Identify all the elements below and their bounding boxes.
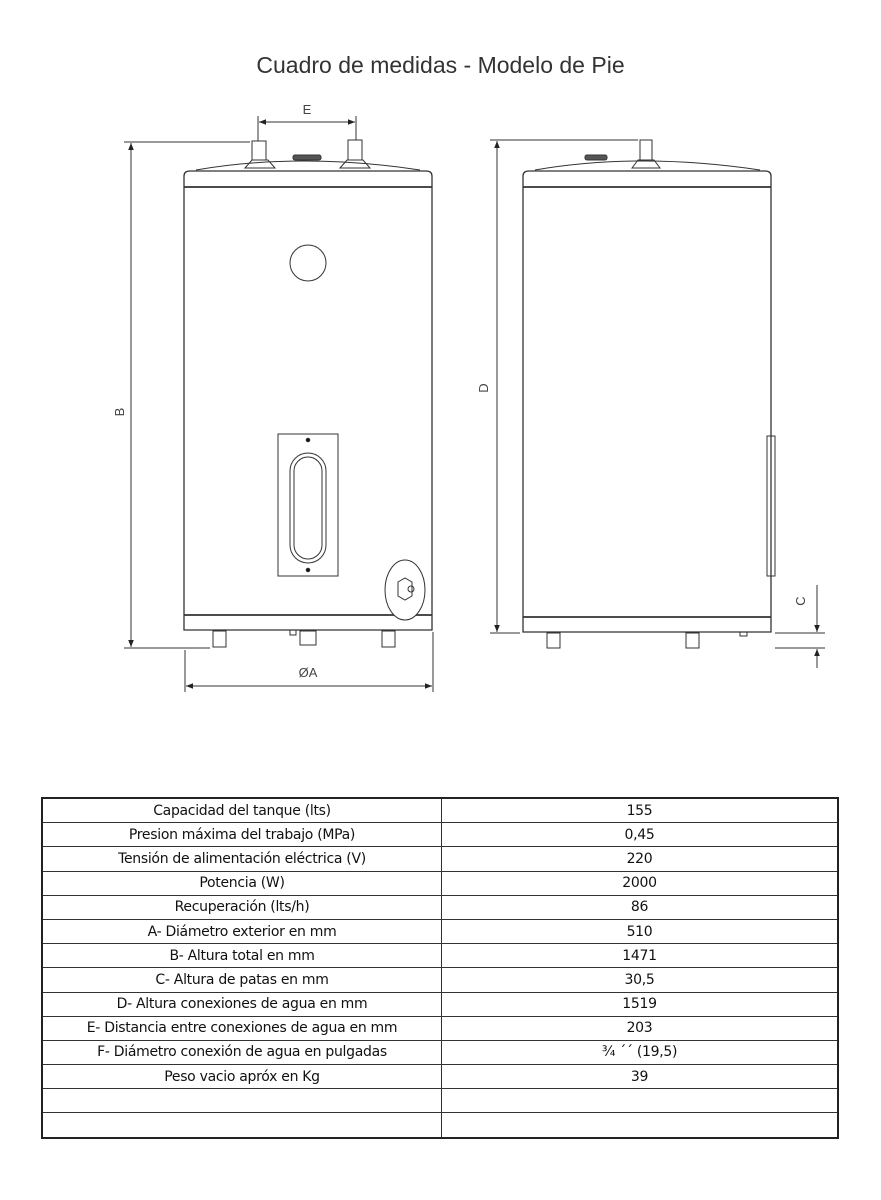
dimension-label-c: C [793, 596, 808, 606]
dimension-label-d: D [476, 383, 491, 393]
spec-label [42, 1089, 442, 1113]
spec-value: 155 [442, 798, 839, 823]
spec-label: E- Distancia entre conexiones de agua en mm [42, 1016, 442, 1040]
table-row [42, 895, 838, 919]
spec-label: Peso vacio apróx en Kg [42, 1065, 442, 1089]
spec-value: 203 [442, 1016, 839, 1040]
table-row [42, 1040, 838, 1064]
table-row [42, 992, 838, 1016]
spec-label: F- Diámetro conexión de agua en pulgadas [42, 1040, 442, 1064]
spec-label: Tensión de alimentación eléctrica (V) [42, 847, 442, 871]
spec-label: Capacidad del tanque (lts) [42, 798, 442, 823]
table-row [42, 944, 838, 968]
spec-value: 220 [442, 847, 839, 871]
table-row [42, 871, 838, 895]
spec-value: 86 [442, 895, 839, 919]
table-row [42, 1016, 838, 1040]
spec-value: 510 [442, 919, 839, 943]
spec-value: 0,45 [442, 823, 839, 847]
spec-label: D- Altura conexiones de agua en mm [42, 992, 442, 1016]
dimension-label-e: E [302, 102, 312, 117]
front-view-heater [184, 140, 432, 647]
dimension-label-a: ØA [298, 665, 318, 680]
side-view-heater [523, 140, 775, 648]
spec-label: Presion máxima del trabajo (MPa) [42, 823, 442, 847]
table-row [42, 968, 838, 992]
table-row [42, 1065, 838, 1089]
page-title: Cuadro de medidas - Modelo de Pie [256, 52, 625, 78]
table-row [42, 847, 838, 871]
spec-value: 1519 [442, 992, 839, 1016]
table-row [42, 1113, 838, 1138]
specs-table [41, 797, 839, 1139]
spec-value: ¾ ´´ (19,5) [442, 1040, 839, 1064]
spec-label: Potencia (W) [42, 871, 442, 895]
spec-value: 1471 [442, 944, 839, 968]
spec-label: A- Diámetro exterior en mm [42, 919, 442, 943]
spec-label [42, 1113, 442, 1138]
spec-value [442, 1089, 839, 1113]
spec-label: Recuperación (lts/h) [42, 895, 442, 919]
table-row [42, 798, 838, 823]
spec-value: 2000 [442, 871, 839, 895]
dimension-label-b: B [112, 407, 127, 417]
spec-value [442, 1113, 839, 1138]
table-row [42, 1089, 838, 1113]
spec-value: 39 [442, 1065, 839, 1089]
spec-label: B- Altura total en mm [42, 944, 442, 968]
spec-label: C- Altura de patas en mm [42, 968, 442, 992]
table-row [42, 823, 838, 847]
spec-value: 30,5 [442, 968, 839, 992]
table-row [42, 919, 838, 943]
